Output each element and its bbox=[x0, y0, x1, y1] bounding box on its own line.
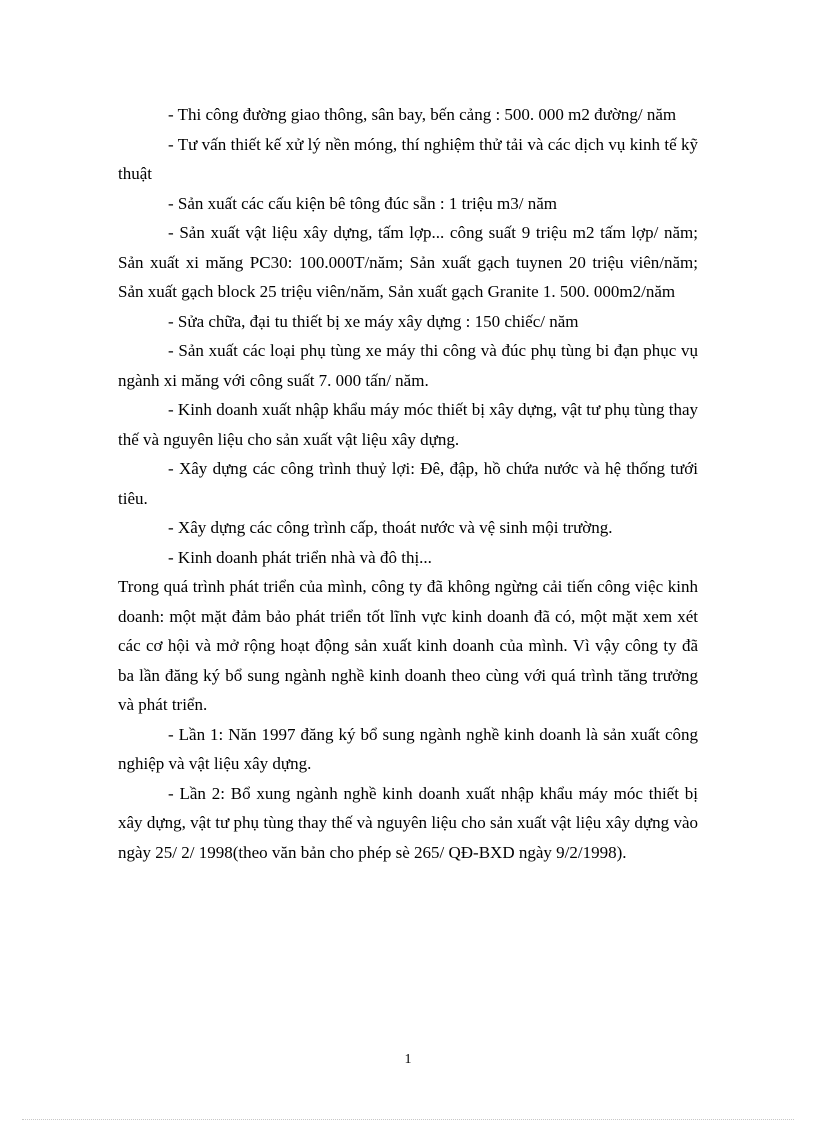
document-body bbox=[118, 100, 698, 867]
page-number: 1 bbox=[404, 1052, 412, 1067]
paragraph-development-summary: Trong quá trình phát triển của mình, công ty đã không ngừng cải tiến công việc kinh doanh: một mặt đảm bảo phát triển tốt lĩnh vực kinh doanh đã có, một mặt xem xét các cơ hội và mở rộng hoạt động sản xuất kinh doanh của mình. Vì vậy công ty đã ba lần đăng ký bổ sung ngành nghề kinh doanh theo cùng với quá trình tăng trưởng và phát triển. bbox=[118, 577, 698, 714]
paragraph-equipment-repair: - Sửa chữa, đại tu thiết bị xe máy xây dựng : 150 chiếc/ năm bbox=[168, 311, 579, 331]
paragraph-water-sanitation: - Xây dựng các công trình cấp, thoát nước và vệ sinh mội trường. bbox=[168, 518, 613, 537]
paragraph-registration-2: - Lần 2: Bổ xung ngành nghề kinh doanh xuất nhập khẩu máy móc thiết bị xây dựng, vật tư phụ tùng thay thế và nguyên liệu cho sản xuất vật liệu xây dựng vào ngày 25/ 2/ 1998(theo văn bản cho phép sè 265/ QĐ-BXD ngày 9/2/1998). bbox=[118, 783, 698, 862]
paragraph-registration-1: - Lần 1: Năn 1997 đăng ký bổ sung ngành nghề kinh doanh là sản xuất công nghiệp và vật liệu xây dựng. bbox=[118, 724, 698, 773]
paragraph-import-export: - Kinh doanh xuất nhập khẩu máy móc thiết bị xây dựng, vật tư phụ tùng thay thế và nguyên liệu cho sản xuất vật liệu xây dựng. bbox=[118, 400, 698, 449]
paragraph-real-estate: - Kinh doanh phát triển nhà và đô thị... bbox=[168, 547, 432, 567]
paragraph-foundation-consulting: - Tư vấn thiết kế xử lý nền móng, thí nghiệm thử tải và các dịch vụ kinh tế kỹ thuật bbox=[118, 134, 698, 183]
paragraph-precast-concrete: - Sản xuất các cấu kiện bê tông đúc sẵn : 1 triệu m3/ năm bbox=[168, 193, 557, 213]
page-bottom-divider bbox=[22, 1119, 794, 1120]
paragraph-irrigation: - Xây dựng các công trình thuỷ lợi: Đê, đập, hồ chứa nước và hệ thống tưới tiêu. bbox=[118, 459, 698, 508]
paragraph-road-construction: - Thi công đường giao thông, sân bay, bến cảng : 500. 000 m2 đường/ năm bbox=[168, 105, 677, 124]
paragraph-spare-parts: - Sản xuất các loại phụ tùng xe máy thi công và đúc phụ tùng bi đạn phục vụ ngành xi măng với công suất 7. 000 tấn/ năm. bbox=[118, 341, 698, 390]
paragraph-building-materials: - Sản xuất vật liệu xây dựng, tấm lợp... công suất 9 triệu m2 tấm lợp/ năm; Sản xuất xi măng PC30: 100.000T/năm; Sản xuất gạch tuynen 20 triệu viên/năm; Sản xuất gạch block 25 triệu viên/năm, Sản xuất gạch Granite 1. 500. 000m2/năm bbox=[118, 223, 698, 301]
